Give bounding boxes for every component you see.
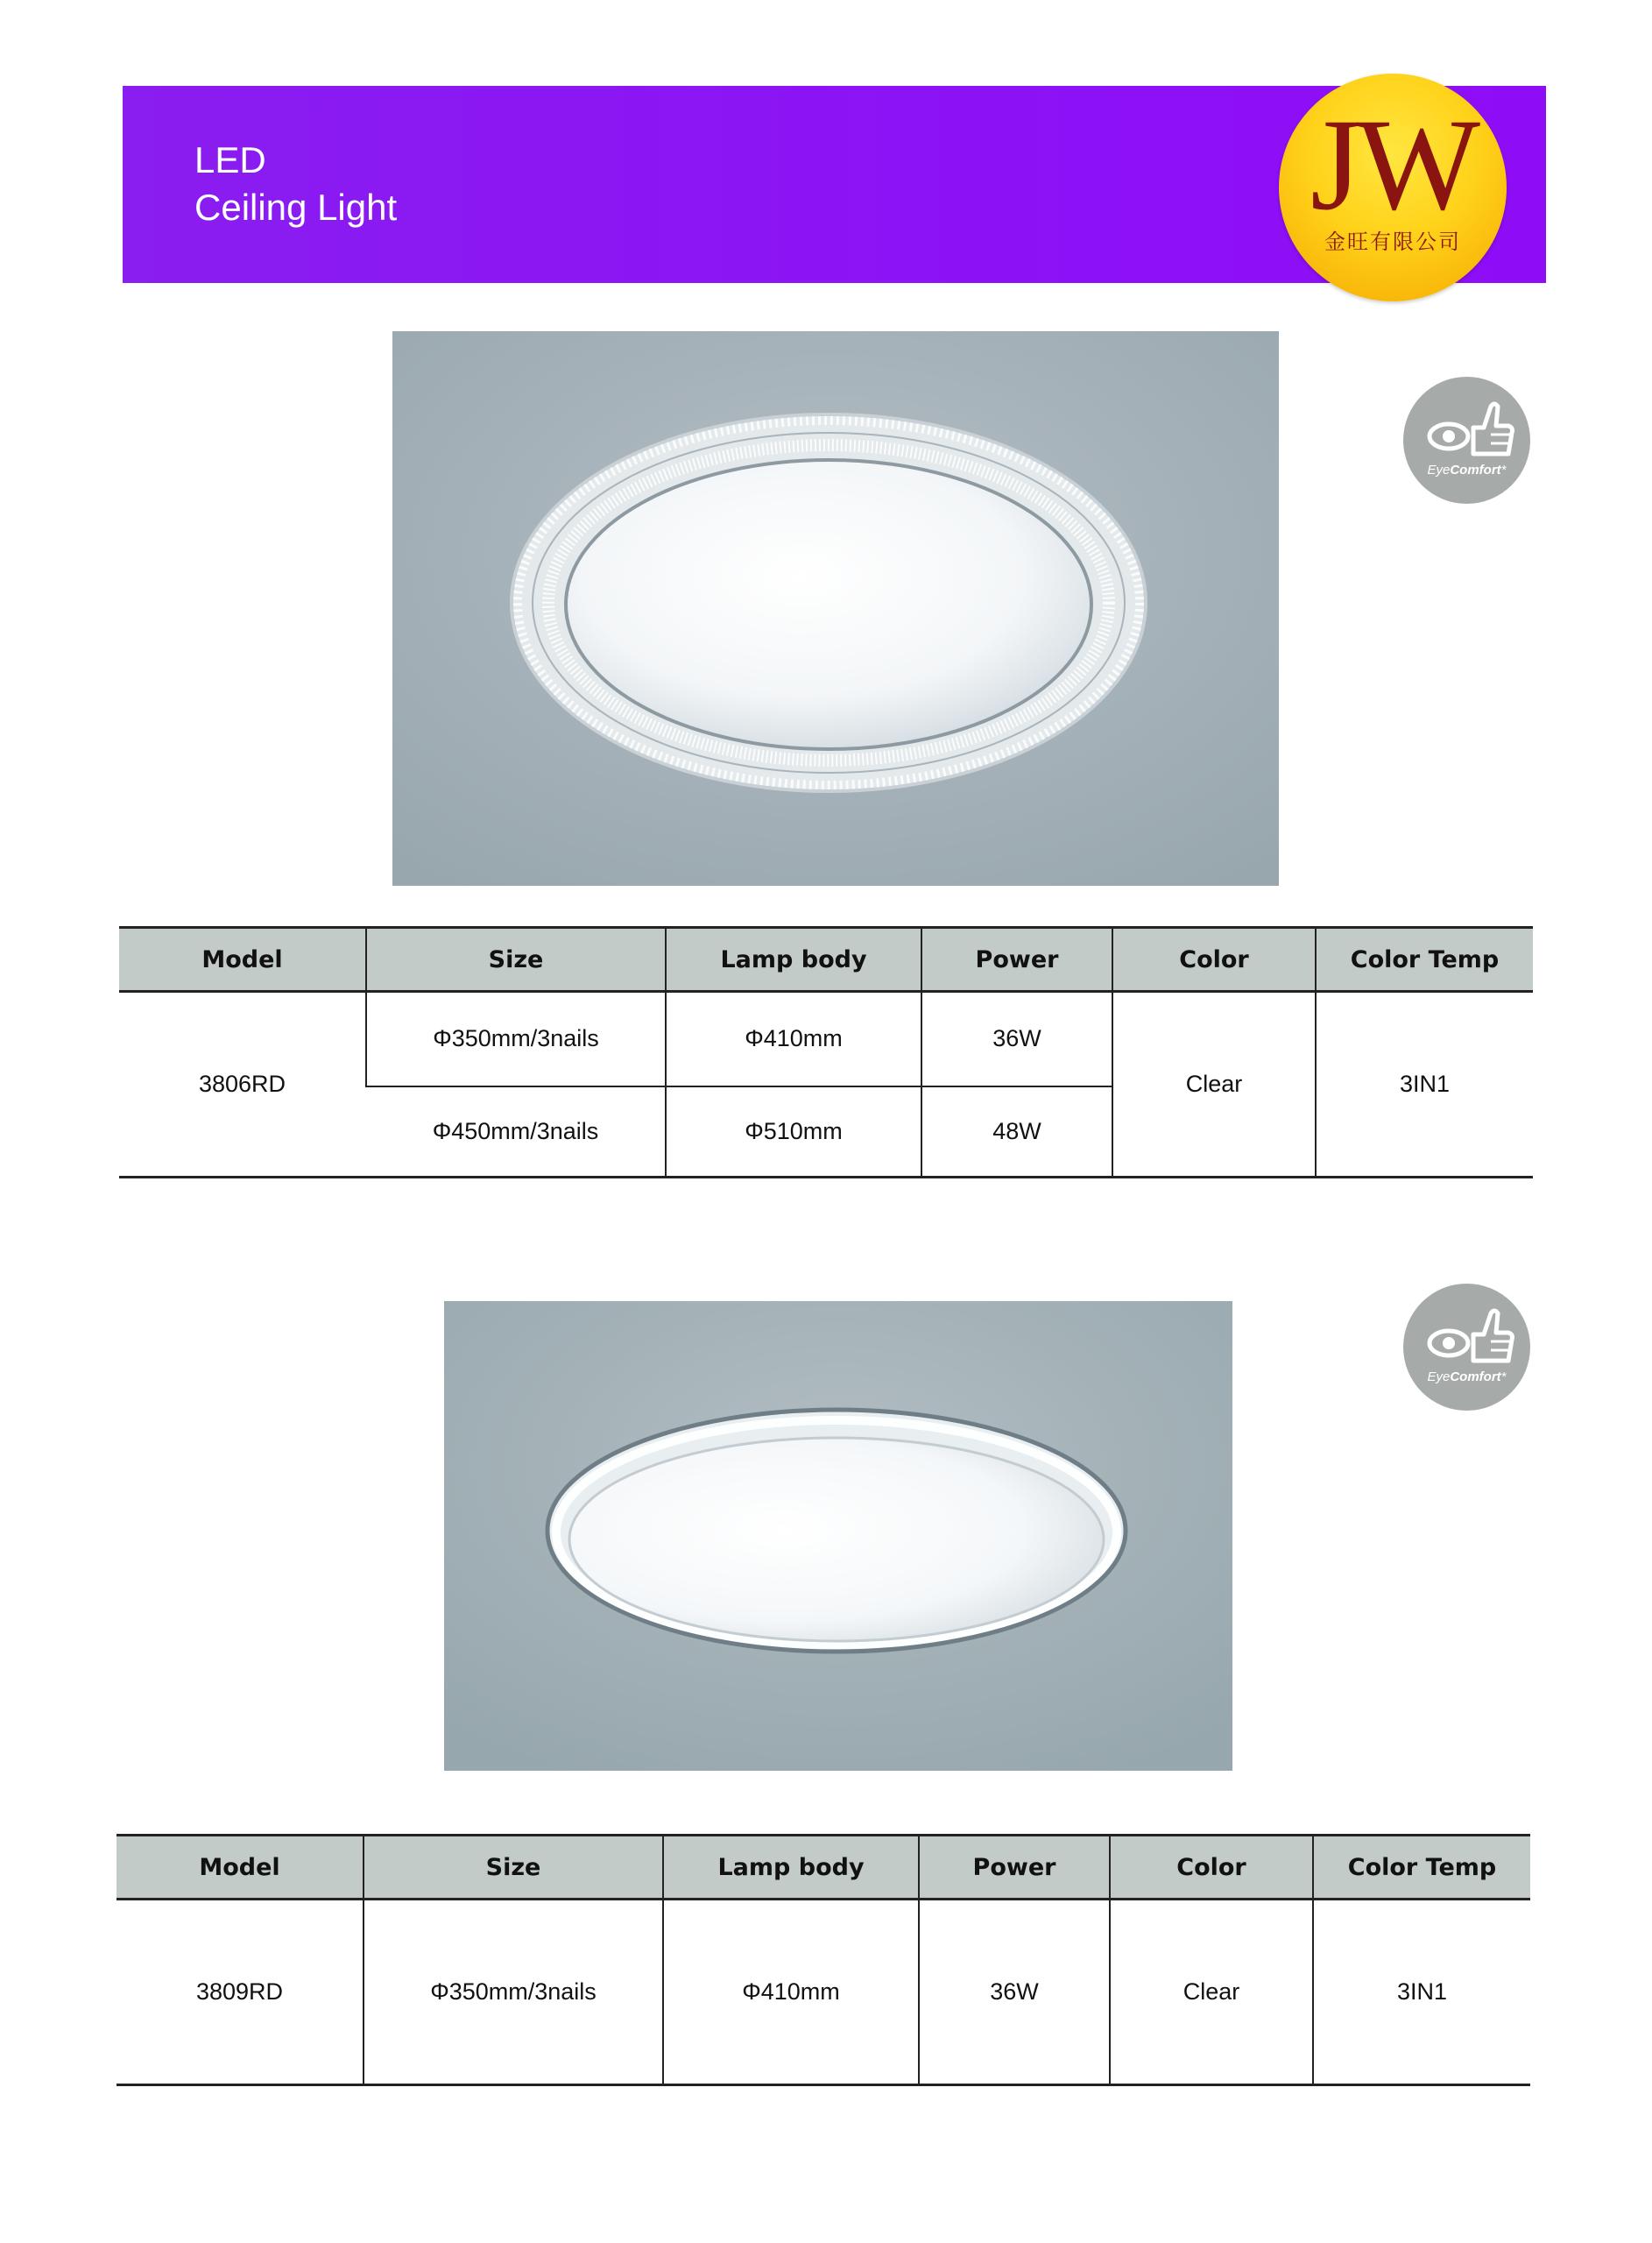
spec-table-3809rd [116, 1834, 1530, 2086]
company-logo [1279, 74, 1507, 301]
header-lamp-body: Lamp body [663, 1836, 919, 1900]
cell-lamp-body: Φ410mm [663, 1900, 919, 2085]
cell-color: Clear [1110, 1900, 1313, 2085]
header-size: Size [364, 1836, 663, 1900]
title-line-led: LED [194, 139, 266, 180]
cell-power: 36W [919, 1900, 1110, 2085]
spec-table-3806rd [119, 926, 1533, 1178]
eye-comfort-thumbs-up-icon [1403, 377, 1530, 504]
header-color-temp: Color Temp [1313, 1836, 1530, 1900]
header-lamp-body: Lamp body [666, 928, 921, 992]
header-color-temp: Color Temp [1316, 928, 1533, 992]
table-row [119, 992, 1533, 1086]
header-size: Size [366, 928, 666, 992]
cell-color-temp: 3IN1 [1313, 1900, 1530, 2085]
cell-size: Φ350mm/3nails [364, 1900, 663, 2085]
cell-size: Φ350mm/3nails [366, 992, 666, 1086]
table-header-row [119, 928, 1533, 992]
cell-color: Clear [1112, 992, 1316, 1178]
table-row [116, 1900, 1530, 2085]
cell-lamp-body: Φ510mm [666, 1086, 921, 1178]
table-header-row [116, 1836, 1530, 1900]
cell-model: 3806RD [119, 992, 366, 1178]
eye-comfort-badge [1403, 1284, 1530, 1411]
cell-color-temp: 3IN1 [1316, 992, 1533, 1178]
eye-comfort-label: EyeComfort* [1427, 1369, 1507, 1384]
cell-power: 36W [921, 992, 1112, 1086]
cell-lamp-body: Φ410mm [666, 992, 921, 1086]
logo-company-name: 金旺有限公司 [1324, 230, 1461, 254]
header-color: Color [1110, 1836, 1313, 1900]
header-power: Power [921, 928, 1112, 992]
eye-comfort-thumbs-up-icon [1403, 1284, 1530, 1411]
header-power: Power [919, 1836, 1110, 1900]
eye-comfort-label: EyeComfort* [1427, 463, 1507, 478]
cell-power: 48W [921, 1086, 1112, 1178]
title-line-ceiling-light: Ceiling Light [194, 187, 398, 228]
header-model: Model [116, 1836, 364, 1900]
cell-size: Φ450mm/3nails [366, 1086, 666, 1178]
logo-mark: JW [1310, 92, 1475, 237]
page-title [194, 137, 397, 231]
header-model: Model [119, 928, 366, 992]
product-photo-3806rd [392, 331, 1279, 886]
product-photo-3809rd [444, 1301, 1232, 1771]
eye-comfort-badge [1403, 377, 1530, 504]
cell-model: 3809RD [116, 1900, 364, 2085]
header-color: Color [1112, 928, 1316, 992]
